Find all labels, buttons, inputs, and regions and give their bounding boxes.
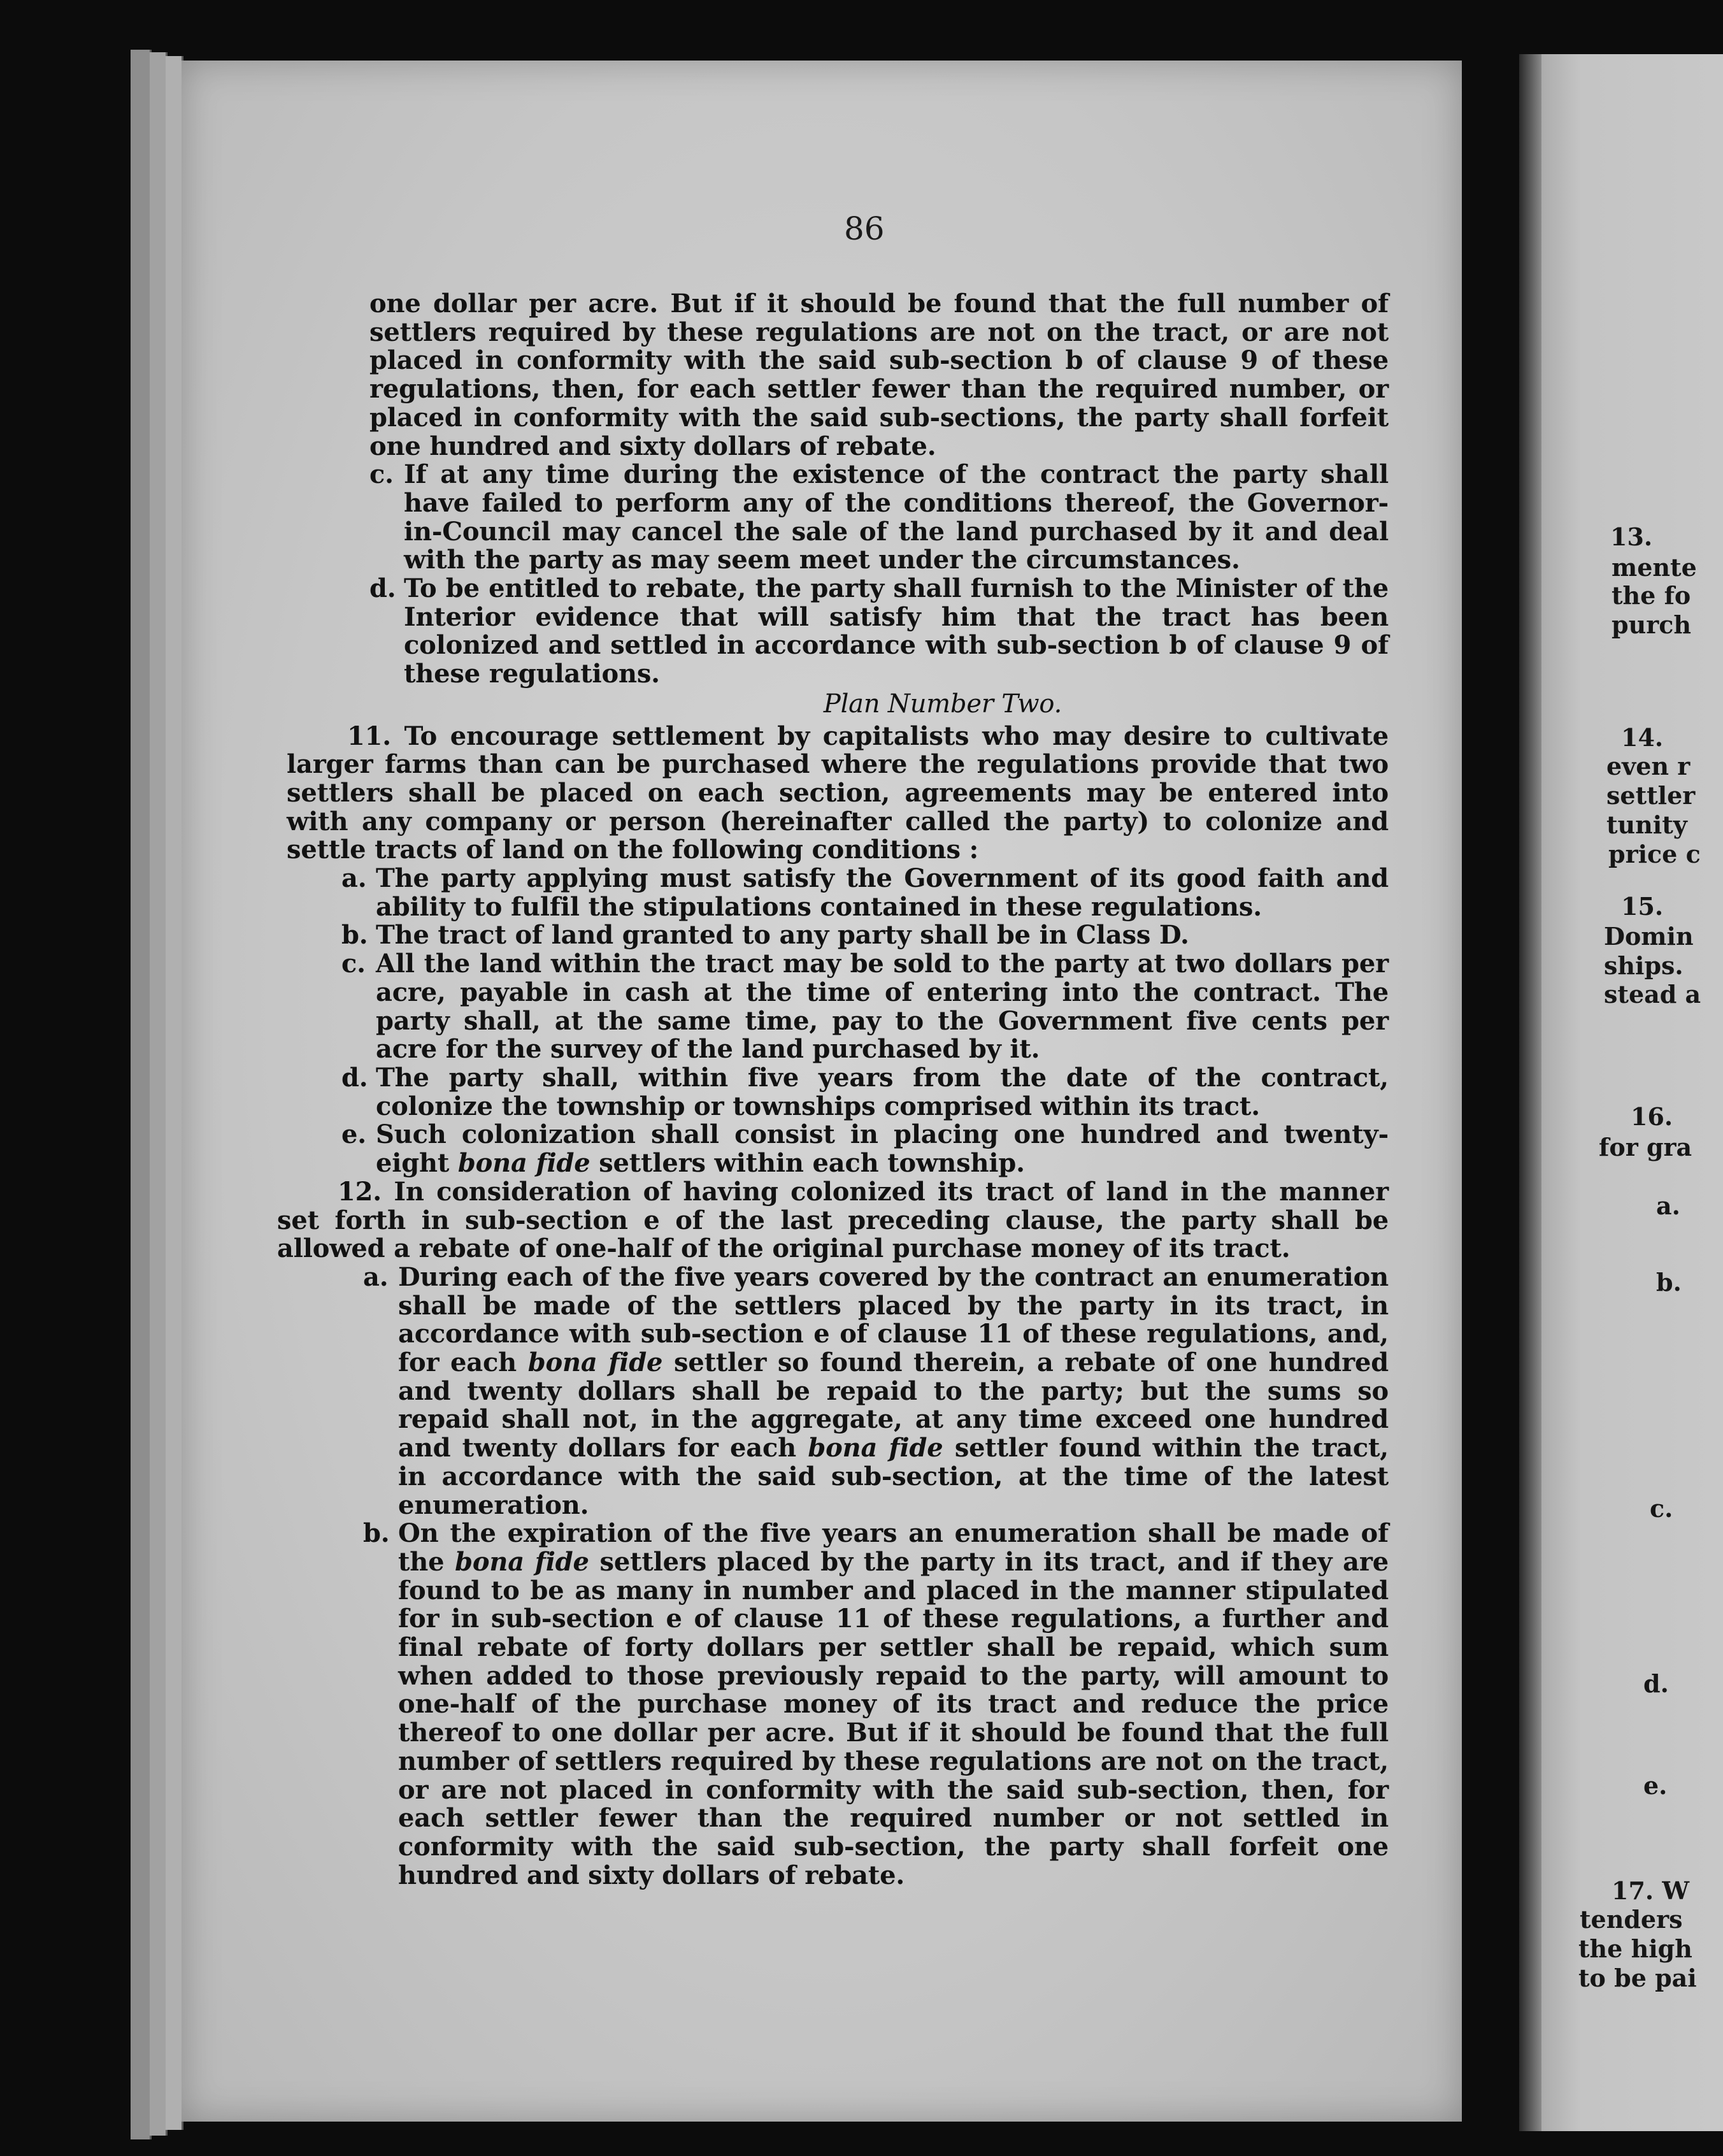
item-marker: b. xyxy=(363,1518,390,1549)
adjacent-page-fragment: 15. xyxy=(1621,892,1664,921)
item-text: settlers placed by the party in its tract, and if they are found to be as many in number and placed in the manner stipulated for in sub-section e of clause 11 of these regulations, a further and final rebate of forty dollars per settler shall be repaid, which sum when added to those previously repaid to the party, will amount to one-half of the purchase money of its tract and reduce the price thereof to one dollar per acre. But if it should be found that the full number of settlers required by these regulations are not on the tract, or are not placed in conformity with the said sub-section, then, for each settler fewer than the required number or not settled in conformity with the said sub-section, the party shall forfeit one hundred and sixty dollars of rebate. xyxy=(398,1546,1389,1890)
section-heading: Plan Number Two. xyxy=(823,689,1062,719)
adjacent-page-fragment: 17. W xyxy=(1612,1876,1690,1905)
adjacent-page-fragment: b. xyxy=(1656,1268,1682,1297)
item-text: On the expiration of the five years an enumeration shall be made of the xyxy=(398,1518,1389,1577)
item-marker: d. xyxy=(341,1062,368,1093)
continued-paragraph: one dollar per acre. But if it should be found that the full number of settlers required by these regulations are not on the tract, or are not placed in conformity with the said sub-section b of clause 9 of these regulations, then, for each settler fewer than the required number, or placed in conformity with the said sub-sections, the party shall forfeit one hundred and sixty dollars of rebate. xyxy=(369,289,1389,461)
page-number: 86 xyxy=(844,210,885,247)
item-text: settler found within the tract, in accordance with the said sub-section, at the time of the latest enumeration. xyxy=(398,1433,1389,1520)
item-marker: b. xyxy=(341,920,368,951)
list-item xyxy=(338,1263,1389,1520)
italic-phrase: bona fide xyxy=(808,1433,943,1463)
adjacent-page-fragment: c. xyxy=(1650,1494,1673,1523)
item-text: To be entitled to rebate, the party shall furnish to the Minister of the Interior evidence that will satisfy him that the tract has been colonized and settled in accordance with sub-section b of clause 9 of these regulations. xyxy=(404,573,1389,689)
page-edge xyxy=(166,56,183,2130)
italic-phrase: bona fide xyxy=(527,1348,663,1378)
item-text: The party applying must satisfy the Government of its good faith and ability to fulfil the stipulations contained in these regulations. xyxy=(376,863,1389,922)
item-text: The party shall, within five years from the date of the contract, colonize the township or townships comprised within its tract. xyxy=(376,1062,1389,1121)
list-item xyxy=(369,575,1389,689)
adjacent-page-fragment: 13. xyxy=(1610,522,1653,551)
page-edge xyxy=(131,50,152,2139)
adjacent-page-fragment: d. xyxy=(1643,1669,1669,1698)
item-marker: e. xyxy=(341,1119,366,1150)
adjacent-page-fragment: mente xyxy=(1612,553,1697,582)
adjacent-page-fragment: ships. xyxy=(1604,951,1684,980)
list-item xyxy=(318,1064,1389,1121)
item-marker: c. xyxy=(369,459,394,490)
item-marker: c. xyxy=(341,949,366,979)
page-edge xyxy=(150,52,168,2136)
list-item xyxy=(369,461,1389,575)
adjacent-page-fragment: for gra xyxy=(1599,1133,1692,1161)
adjacent-page-fragment: 14. xyxy=(1621,723,1664,752)
adjacent-page-fragment: price c xyxy=(1608,840,1701,868)
clause-11-intro: 11. To encourage settlement by capitalists who may desire to cultivate larger farms than can be purchased where the regulations provide that two settlers shall be placed on each section, agreements may be entered into with any company or person (hereinafter called the party) to colonize and settle tracts of land on the following conditions : xyxy=(287,721,1389,865)
adjacent-page-fragment: even r xyxy=(1606,752,1691,780)
adjacent-page-fragment: a. xyxy=(1656,1191,1680,1220)
item-marker: d. xyxy=(369,573,396,604)
document-text xyxy=(277,289,1389,1890)
list-item xyxy=(318,1121,1389,1177)
adjacent-page-fragment: 16. xyxy=(1631,1102,1673,1131)
item-text: All the land within the tract may be sold to the party at two dollars per acre, payable in cash at the time of entering into the contract. The party shall, at the same time, pay to the Government five cents per acre for the survey of the land purchased by it. xyxy=(376,949,1389,1065)
adjacent-page-fragment: stead a xyxy=(1604,980,1701,1009)
item-text: The tract of land granted to any party shall be in Class D. xyxy=(376,920,1189,951)
list-item xyxy=(318,865,1389,921)
adjacent-page-fragment: settler xyxy=(1606,781,1696,810)
adjacent-page-fragment: the high xyxy=(1578,1934,1692,1963)
adjacent-page-fragment: Domin xyxy=(1604,922,1694,951)
item-text: During each of the five years covered by the contract an enumeration shall be made of the settlers placed by the party in its tract, in accordance with sub-section e of clause 11 of these regulations, and, for each xyxy=(398,1261,1389,1378)
list-item xyxy=(318,950,1389,1064)
italic-phrase: bona fide xyxy=(457,1148,590,1179)
item-text: Such colonization shall consist in placing one hundred and twenty-eight xyxy=(376,1119,1389,1179)
item-marker: a. xyxy=(363,1261,389,1292)
adjacent-page-shadow xyxy=(1519,54,1541,2131)
adjacent-page-fragment: tenders xyxy=(1580,1905,1683,1934)
item-marker: a. xyxy=(341,863,367,894)
item-text: settler so found therein, a rebate of one hundred and twenty dollars shall be repaid to the party; but the sums so repaid shall not, in the aggregate, at any time exceed one hundred and twenty dollars for each xyxy=(398,1348,1389,1463)
adjacent-page-fragment: purch xyxy=(1612,610,1691,639)
adjacent-page-fragment: e. xyxy=(1643,1771,1668,1800)
italic-phrase: bona fide xyxy=(455,1546,589,1577)
item-text: If at any time during the existence of the contract the party shall have failed to perform any of the conditions thereof, the Governor-in-Council may cancel the sale of the land purchased by it and deal with the party as may seem meet under the circumstances. xyxy=(404,459,1389,575)
adjacent-page-fragment: tunity xyxy=(1606,810,1687,839)
adjacent-page xyxy=(1519,54,1723,2131)
clause-12-intro: 12. In consideration of having colonized its tract of land in the manner set forth in sub-section e of the last preceding clause, the party shall be allowed a rebate of one-half of the original purchase money of its tract. xyxy=(277,1176,1389,1264)
adjacent-page-fragment: the fo xyxy=(1612,581,1691,610)
list-item xyxy=(338,1520,1389,1890)
item-text: settlers within each township. xyxy=(590,1148,1025,1179)
adjacent-page-fragment: to be pai xyxy=(1578,1964,1697,1992)
list-item xyxy=(318,921,1389,950)
